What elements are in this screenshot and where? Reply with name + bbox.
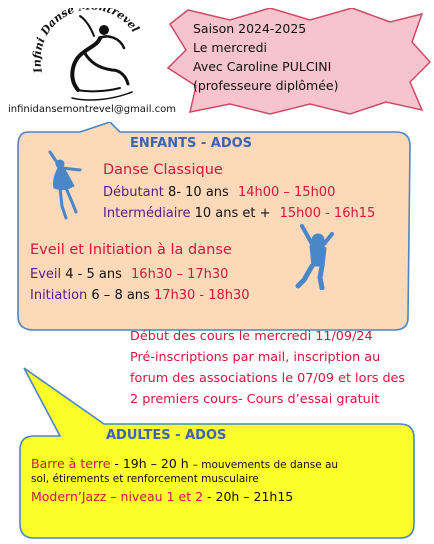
season-day: Le mercredi bbox=[193, 40, 267, 55]
debutant-label: Débutant bbox=[103, 185, 164, 200]
intermediaire-time: 15h00 - 16h15 bbox=[279, 206, 376, 221]
season-qualification: (professeure diplômée) bbox=[193, 78, 339, 93]
initiation-age: 6 – 8 ans bbox=[91, 288, 150, 303]
logo bbox=[28, 8, 148, 108]
eveil-time: 16h30 – 17h30 bbox=[131, 267, 229, 282]
debutant-row bbox=[103, 185, 335, 200]
classique-title: Danse Classique bbox=[103, 162, 223, 178]
intermediaire-age: 10 ans et + bbox=[194, 206, 271, 221]
barre-description: – mouvements de danse au bbox=[192, 459, 339, 471]
eveil-title: Eveil et Initiation à la danse bbox=[30, 242, 232, 258]
barre-label: Barre à terre bbox=[31, 456, 111, 471]
barre-row bbox=[31, 456, 338, 471]
notice-forum: forum des associations le 07/09 et lors des bbox=[130, 371, 406, 386]
jazz-label: Modern’Jazz – niveau 1 et 2 bbox=[31, 489, 204, 504]
eveil-row bbox=[30, 267, 228, 282]
eveil-label: Eveil bbox=[30, 267, 62, 282]
barre-time: - 19h – 20 h bbox=[114, 456, 189, 471]
email-address[interactable]: infinidansemontrevel@gmail.com bbox=[8, 104, 177, 115]
ballet-dancer-icon bbox=[40, 150, 92, 222]
adults-heading: ADULTES - ADOS bbox=[106, 428, 227, 443]
jazz-time: - 20h – 21h15 bbox=[207, 489, 294, 504]
eveil-age: 4 - 5 ans bbox=[65, 267, 122, 282]
adults-speech-bubble bbox=[0, 346, 434, 544]
season-year: Saison 2024-2025 bbox=[193, 21, 307, 36]
initiation-label: Initiation bbox=[30, 288, 88, 303]
season-info bbox=[193, 19, 378, 95]
jumping-child-icon bbox=[294, 222, 340, 290]
svg-text:Infini Danse Montrevel bbox=[30, 8, 142, 75]
kids-heading: ENFANTS - ADOS bbox=[130, 136, 253, 151]
notice-start-date: Début des cours le mercredi 11/09/24 bbox=[130, 329, 373, 344]
intermediaire-row bbox=[103, 206, 375, 221]
notice-preregistration: Pré-inscriptions par mail, inscription au bbox=[130, 350, 381, 365]
intermediaire-label: Intermédiaire bbox=[103, 206, 191, 221]
initiation-row bbox=[30, 288, 250, 303]
logo-text: Infini Danse trevel bbox=[30, 8, 142, 74]
notice-trial: 2 premiers cours- Cours d’essai gratuit bbox=[130, 392, 380, 407]
jazz-row bbox=[31, 489, 293, 504]
season-teacher: Avec Caroline PULCINI bbox=[193, 59, 332, 74]
debutant-time: 14h00 – 15h00 bbox=[237, 185, 336, 200]
debutant-age: 8- 10 ans bbox=[168, 185, 229, 200]
initiation-time: 17h30 - 18h30 bbox=[153, 288, 250, 303]
barre-description-2: sol, étirements et renforcement musculaire bbox=[31, 473, 259, 485]
